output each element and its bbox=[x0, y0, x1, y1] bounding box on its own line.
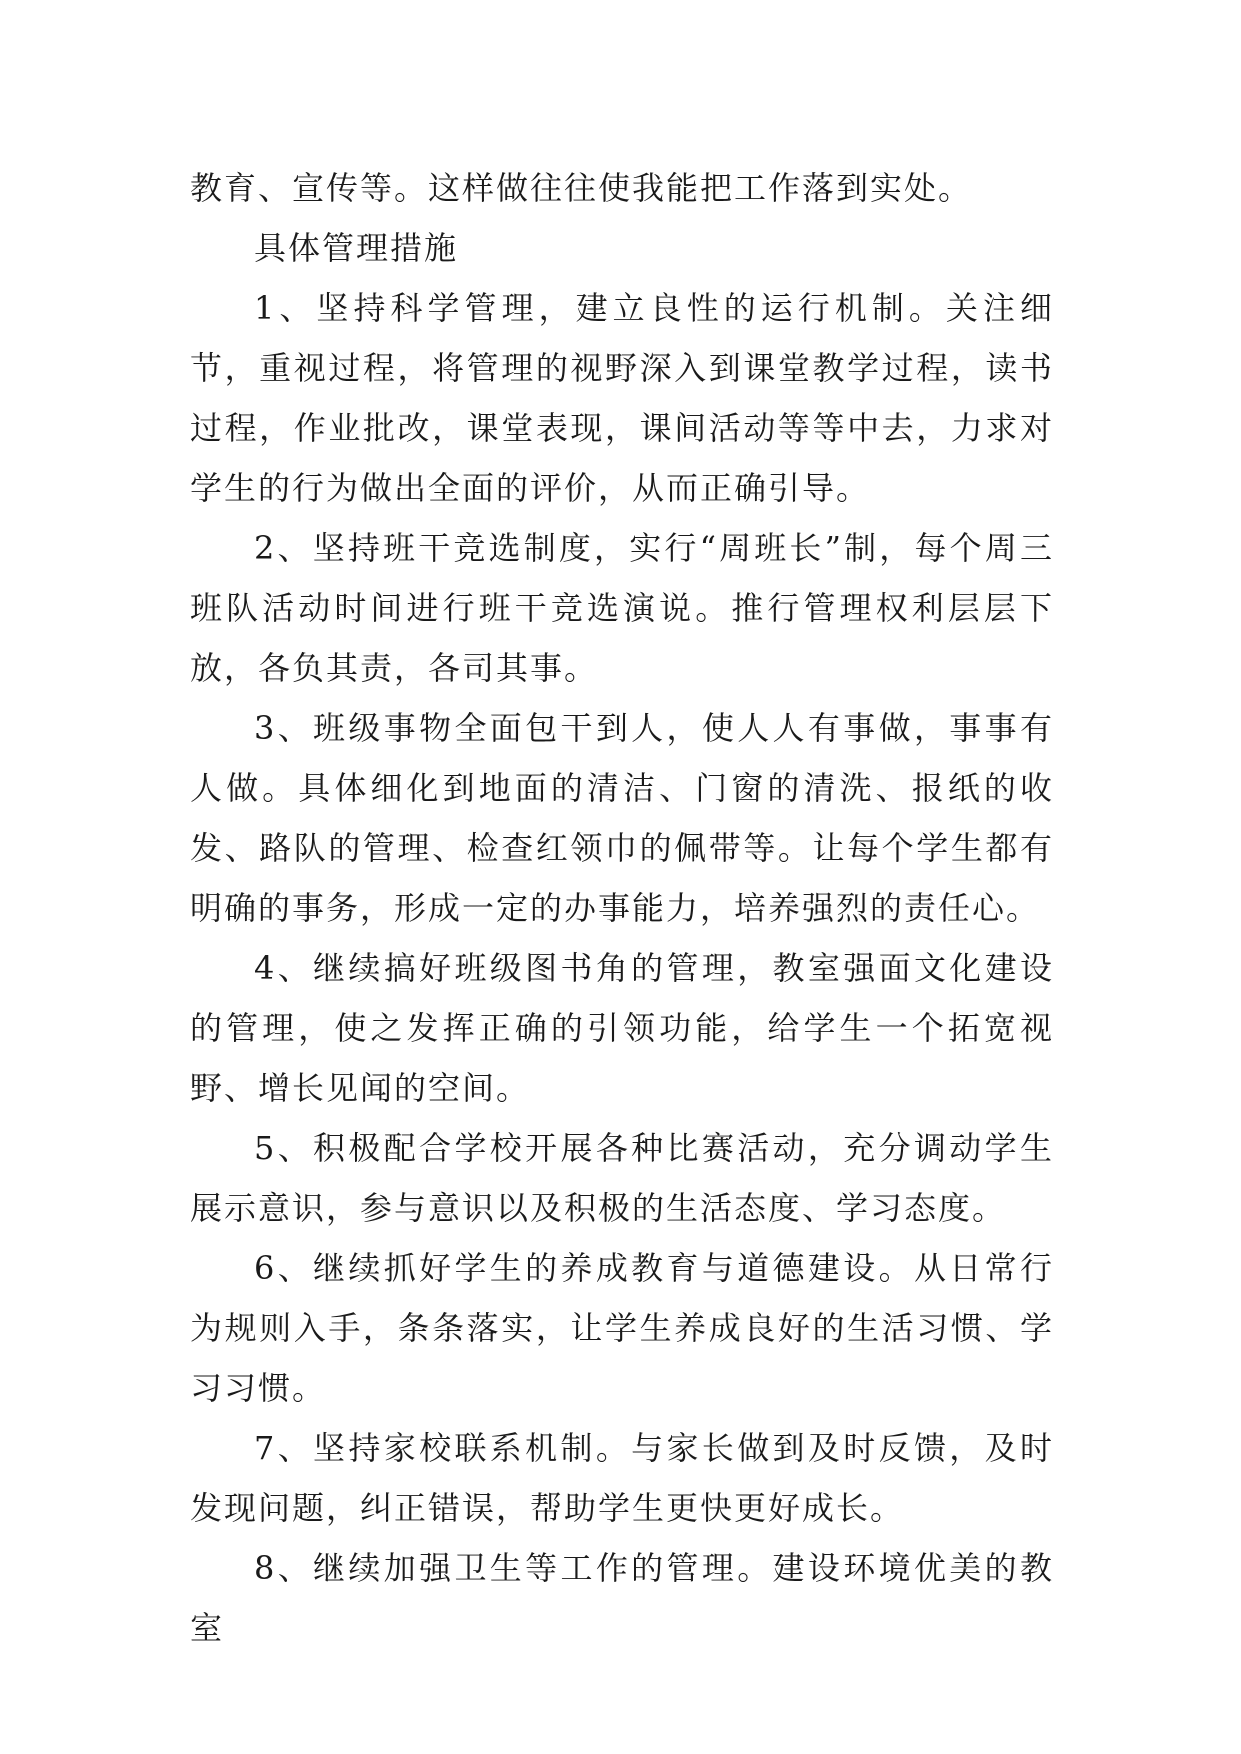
measure-item-1: 1、坚持科学管理，建立良性的运行机制。关注细节，重视过程，将管理的视野深入到课堂教学过程，读书过程，作业批改，课堂表现，课间活动等等中去，力求对学生的行为做出全面的评价，从而正确引导。 bbox=[190, 289, 1054, 507]
document-body bbox=[190, 158, 1054, 1658]
section-heading: 具体管理措施 bbox=[254, 229, 459, 267]
paragraph-intro-continuation: 教育、宣传等。这样做往往使我能把工作落到实处。 bbox=[190, 169, 973, 207]
measure-item-6: 6、继续抓好学生的养成教育与道德建设。从日常行为规则入手，条条落实，让学生养成良好的生活习惯、学习习惯。 bbox=[190, 1249, 1054, 1407]
measure-item-3: 3、班级事物全面包干到人，使人人有事做，事事有人做。具体细化到地面的清洁、门窗的清洗、报纸的收发、路队的管理、检查红领巾的佩带等。让每个学生都有明确的事务，形成一定的办事能力，培养强烈的责任心。 bbox=[190, 709, 1054, 927]
measure-item-7: 7、坚持家校联系机制。与家长做到及时反馈，及时发现问题，纠正错误，帮助学生更快更好成长。 bbox=[190, 1429, 1054, 1527]
measure-item-4: 4、继续搞好班级图书角的管理，教室强面文化建设的管理，使之发挥正确的引领功能，给学生一个拓宽视野、增长见闻的空间。 bbox=[190, 949, 1054, 1107]
measure-item-8: 8、继续加强卫生等工作的管理。建设环境优美的教室 bbox=[190, 1549, 1054, 1647]
measure-item-2: 2、坚持班干竞选制度，实行“周班长”制，每个周三班队活动时间进行班干竞选演说。推行管理权利层层下放，各负其责，各司其事。 bbox=[190, 529, 1054, 687]
measure-item-5: 5、积极配合学校开展各种比赛活动，充分调动学生展示意识，参与意识以及积极的生活态度、学习态度。 bbox=[190, 1129, 1054, 1227]
